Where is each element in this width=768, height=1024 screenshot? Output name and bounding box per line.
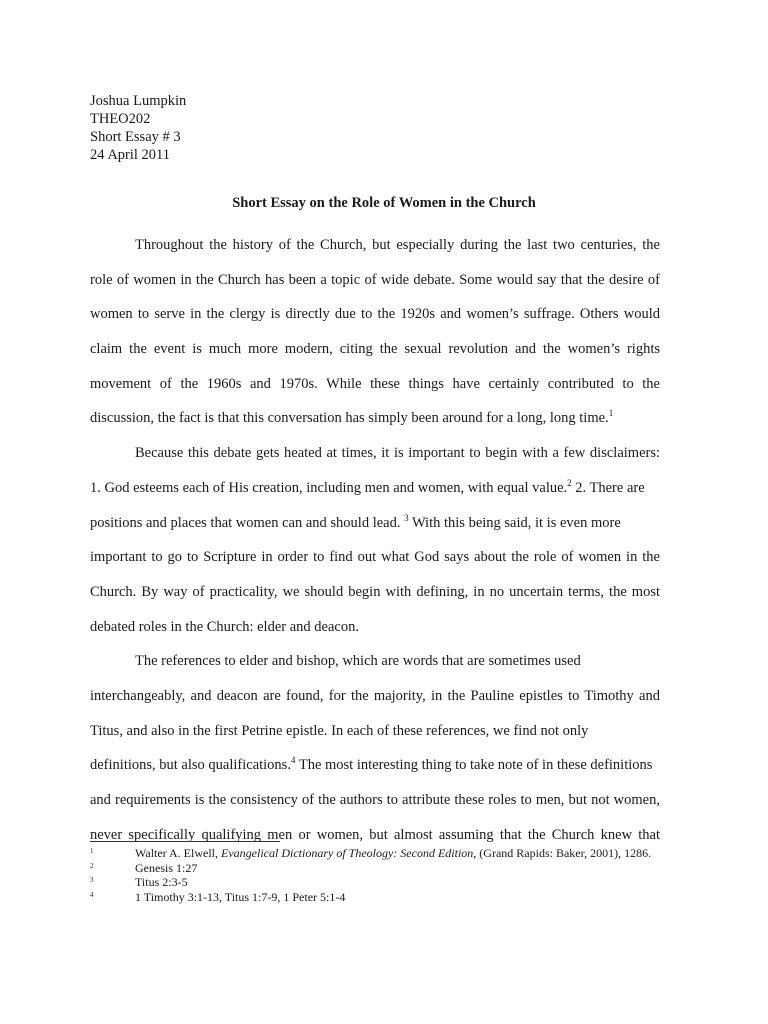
footnote-divider: [90, 841, 280, 842]
paragraph-1-line-1: Throughout the history of the Church, but especially during the last two centuries, the: [135, 237, 660, 253]
footnote-text: Titus 2:3-5: [135, 875, 188, 890]
footnote-1: [90, 846, 690, 861]
paragraph-1-line-5: movement of the 1960s and 1970s. While these things have certainly contributed to the: [90, 375, 660, 392]
course-code: THEO202: [90, 111, 151, 127]
paragraph-3-line-5: and requirements is the consistency of the authors to attribute these roles to men, but not women,: [90, 792, 660, 808]
paragraph-2-line-3: [90, 506, 660, 541]
footnote-2: [90, 861, 690, 876]
paragraph-2-line-3-text-a: positions and places that women can and should lead.: [90, 514, 405, 531]
paragraph-1-line-6-text: discussion, the fact is that this conversation has simply been around for a long, long time.: [90, 410, 609, 427]
paragraph-2-line-1: Because this debate gets heated at times, it is important to begin with a few disclaimers:: [135, 445, 660, 462]
paragraph-3-line-2: interchangeably, and deacon are found, for the majority, in the Pauline epistles to Timothy and: [90, 687, 660, 704]
essay-date: 24 April 2011: [90, 147, 171, 163]
footnotes: [90, 846, 690, 904]
footnote-4: [90, 890, 690, 905]
footnote-number: 4: [90, 890, 94, 899]
footnote-1-author: Walter A. Elwell,: [135, 846, 222, 860]
footnote-text: Genesis 1:27: [135, 860, 198, 875]
essay-title: Short Essay on the Role of Women in the Church: [232, 195, 536, 211]
paragraph-2-line-2-text-b: 2. There are: [571, 479, 645, 496]
assignment-label: Short Essay # 3: [90, 129, 181, 145]
paragraph-3-line-1: The references to elder and bishop, which are words that are sometimes used: [135, 653, 581, 670]
paragraph-1-line-6: [90, 401, 660, 436]
paragraph-1-line-3: women to serve in the clergy is directly due to the 1920s and women’s suffrage. Others would: [90, 306, 660, 323]
footnote-ref-2[interactable]: 2: [567, 477, 572, 488]
footnote-text: 1 Timothy 3:1-13, Titus 1:7-9, 1 Peter 5:1-4: [135, 889, 346, 904]
footnote-ref-3[interactable]: 3: [404, 512, 409, 523]
paragraph-3-line-4: [90, 748, 660, 783]
paragraph-3-line-4-text-b: The most interesting thing to take note of in these definitions: [295, 757, 653, 774]
paragraph-3-line-4-text-a: definitions, but also qualifications.: [90, 757, 291, 774]
footnote-number: 3: [90, 876, 94, 885]
paragraph-2-line-2-text-a: 1. God esteems each of His creation, including men and women, with equal value.: [90, 479, 568, 496]
essay-header: [90, 92, 186, 164]
footnote-number: 2: [90, 861, 94, 870]
paragraph-1-line-2: role of women in the Church has been a topic of wide debate. Some would say that the desire of: [90, 271, 660, 288]
paragraph-1-line-4: claim the event is much more modern, citing the sexual revolution and the women’s rights: [90, 341, 660, 358]
paragraph-2-line-6: debated roles in the Church: elder and deacon.: [90, 618, 359, 635]
paragraph-2-line-2: [90, 471, 660, 506]
paragraph-2-line-5: Church. By way of practicality, we should begin with defining, in no uncertain terms, the most: [90, 583, 660, 600]
footnote-1-publication: , (Grand Rapids: Baker, 2001), 1286.: [473, 846, 652, 860]
paragraph-2-line-3-text-b: With this being said, it is even more: [408, 514, 621, 531]
footnote-ref-4[interactable]: 4: [290, 755, 296, 766]
footnote-3: [90, 875, 690, 890]
author-name: Joshua Lumpkin: [90, 93, 187, 109]
footnote-1-book-title: Evangelical Dictionary of Theology: Second Edition: [221, 846, 474, 860]
paragraph-2-line-4: important to go to Scripture in order to find out what God says about the role of women in the: [90, 549, 660, 566]
paragraph-3-line-3: Titus, and also in the first Petrine epistle. In each of these references, we find not only: [90, 722, 589, 739]
footnote-ref-1[interactable]: 1: [608, 408, 614, 419]
footnote-number: 1: [90, 847, 94, 855]
paragraph-3-line-6: never specifically qualifying men or women, but almost assuming that the Church knew that: [90, 826, 660, 843]
footnote-text: [135, 846, 651, 861]
essay-body: [90, 228, 660, 852]
